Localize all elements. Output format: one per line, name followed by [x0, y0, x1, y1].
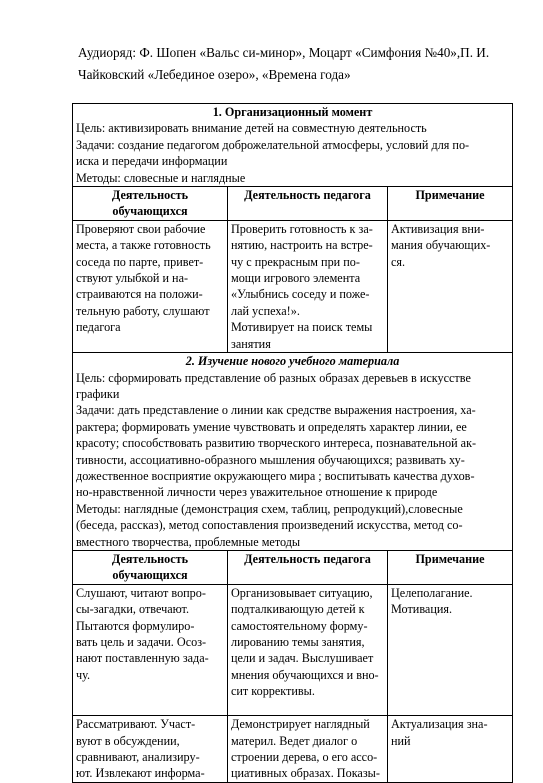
header-line: Примечание — [415, 551, 485, 566]
cell-line: строении дерева, о его ассо- — [231, 750, 378, 765]
header-line: обучающихся — [112, 568, 188, 583]
cell-line: Актуализация зна- — [391, 717, 488, 732]
section-1-line: Методы: словесные и наглядные — [76, 170, 246, 185]
header-line: Деятельность — [111, 188, 189, 203]
header-line: Деятельность — [111, 551, 189, 566]
section-2-line: тивности, ассоциативно-образного мышления обучающихся; развивать ху- — [76, 452, 465, 467]
students-activity-cell — [73, 584, 228, 715]
section-1-title: 1. Организационный момент — [212, 105, 373, 119]
cell-line: места, а также готовность — [76, 238, 211, 253]
cell-line: циативных образах. Показы- — [231, 766, 380, 781]
cell-line: педагога — [76, 320, 121, 335]
column-header-students — [73, 550, 228, 584]
cell-line: Проверяют свои рабочие — [76, 221, 206, 236]
section-1-line: Задачи: создание педагогом доброжелательной атмосферы, условий для по- — [76, 137, 470, 152]
cell-line: ний — [391, 733, 411, 748]
notes-cell — [388, 716, 513, 783]
cell-line: Рассматривают. Участ- — [76, 717, 196, 732]
section-2-line: Методы: наглядные (демонстрация схем, таблиц, репродукций),словесные — [76, 501, 463, 516]
section-2-line: вместного творчества, проблемные методы — [76, 534, 301, 549]
column-header-teacher — [228, 187, 388, 221]
table-row — [73, 716, 513, 783]
section-1-line: иска и передачи информации — [76, 154, 228, 169]
intro-paragraph — [78, 42, 506, 86]
column-header-notes — [388, 550, 513, 584]
header-line: Деятельность педагога — [244, 551, 371, 566]
cell-line: тельную работу, слушают — [76, 303, 210, 318]
cell-line: сит коррективы. — [231, 684, 315, 699]
section-2-line: (беседа, рассказ), метод сопоставления произведений искусства, метод со- — [76, 518, 463, 533]
cell-line: лай успеха!». — [231, 303, 300, 318]
cell-line: ся. — [391, 254, 406, 269]
teacher-activity-cell — [228, 584, 388, 715]
column-header-teacher — [228, 550, 388, 584]
cell-line: нают поставленную зада- — [76, 651, 209, 666]
teacher-activity-cell — [228, 220, 388, 352]
section-2-line: но-нравственной личности через уважительное отношение к природе — [76, 485, 438, 500]
cell-line: Организовывает ситуацию, — [231, 585, 373, 600]
section-2-line: Цель: сформировать представление об разных образах деревьев в искусстве — [76, 370, 471, 385]
cell-line: материл. Ведет диалог о — [231, 733, 358, 748]
cell-line: цели и задач. Выслушивает — [231, 651, 374, 666]
table-row — [73, 220, 513, 352]
cell-line: Целеполагание. — [391, 585, 473, 600]
cell-line: мнения обучающихся и вно- — [231, 667, 379, 682]
cell-line: занятия — [231, 336, 271, 351]
cell-line: мания обучающих- — [391, 238, 491, 253]
section-2-line: красоту; способствовать развитию творческого интереса, познавательной ак- — [76, 436, 477, 451]
cell-line: соседа по парте, привет- — [76, 254, 204, 269]
cell-line: сравнивают, анализиру- — [76, 750, 200, 765]
section-2-title: 2. Изучение нового учебного материала — [185, 354, 400, 369]
cell-line: Мотивация. — [391, 602, 453, 617]
header-line: Примечание — [415, 188, 485, 203]
section-2-line: рактера; формировать умение чувствовать и определять характер линии, ее — [76, 419, 467, 434]
cell-line: ют. Извлекают информа- — [76, 766, 205, 781]
cell-line: вуют в обсуждении, — [76, 733, 180, 748]
students-activity-cell — [73, 220, 228, 352]
notes-cell — [388, 220, 513, 352]
intro-line: Аудиоряд: Ф. Шопен «Вальс си-минор», Моцарт «Симфония №40»,П. И. — [78, 45, 490, 60]
students-activity-cell — [73, 716, 228, 783]
section-2-description — [73, 353, 513, 551]
cell-line: Проверить готовность к за- — [231, 221, 373, 236]
cell-line: сы-загадки, отвечают. — [76, 602, 190, 617]
table-row — [73, 584, 513, 715]
cell-line: Пытаются формулиро- — [76, 618, 195, 633]
lesson-plan-table — [72, 103, 513, 783]
section-2-line: Задачи: дать представление о линии как средстве выражения настроения, ха- — [76, 403, 476, 418]
cell-line: лированию темы занятия, — [231, 635, 365, 649]
section-1-column-headers — [73, 187, 513, 221]
cell-line: ствуют улыбкой и на- — [76, 271, 189, 286]
cell-line: чу с прекрасным при по- — [231, 254, 360, 269]
header-line: Деятельность педагога — [244, 188, 371, 203]
column-header-notes — [388, 187, 513, 221]
intro-line: Чайковский «Лебединое озеро», «Времена года» — [78, 67, 351, 82]
cell-line: мощи игрового элемента — [231, 271, 361, 286]
section-1-line: Цель: активизировать внимание детей на совместную деятельность — [76, 121, 427, 136]
cell-line: подталкивающую детей к — [231, 602, 365, 617]
cell-line: самостоятельному форму- — [231, 618, 368, 633]
notes-cell — [388, 584, 513, 715]
cell-line: страиваются на положи- — [76, 287, 203, 302]
section-1-description — [73, 104, 513, 187]
cell-line: чу. — [76, 667, 91, 682]
section-2-header-row — [73, 353, 513, 551]
cell-line: «Улыбнись соседу и поже- — [231, 287, 370, 302]
teacher-activity-cell — [228, 716, 388, 783]
cell-line: Демонстрирует наглядный — [231, 717, 370, 732]
cell-line: Мотивирует на поиск темы — [231, 320, 373, 335]
section-2-line: графики — [76, 386, 120, 401]
cell-line: Слушают, читают вопро- — [76, 585, 206, 600]
section-2-column-headers — [73, 550, 513, 584]
column-header-students — [73, 187, 228, 221]
cell-line: нятию, настроить на встре- — [231, 238, 373, 253]
section-1-header-row — [73, 104, 513, 187]
cell-line: Активизация вни- — [391, 221, 485, 236]
header-line: обучающихся — [112, 204, 188, 219]
cell-line: вать цель и задачи. Осоз- — [76, 635, 207, 649]
section-2-line: дожественное восприятие окружающего мира ; воспитывать качества духов- — [76, 468, 475, 483]
